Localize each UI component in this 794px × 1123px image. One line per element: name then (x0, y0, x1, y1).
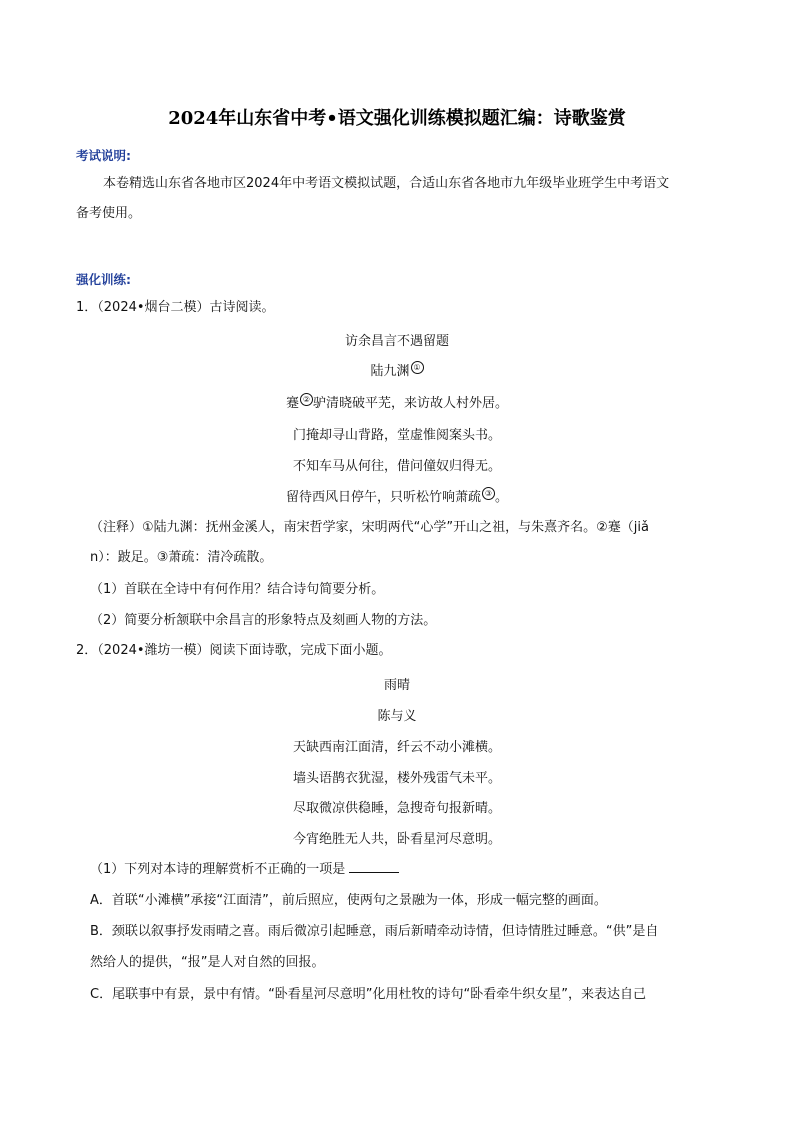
q1-sub1: （1）首联在全诗中有何作用？结合诗句简要分析。 (90, 582, 385, 597)
q1-sub2: （2）简要分析颔联中余昌言的形象特点及刻画人物的方法。 (90, 613, 437, 628)
exam-note-line1: 本卷精选山东省各地市区2024年中考语文模拟试题，合适山东省各地市九年级毕业班学生中考语文 (103, 176, 670, 191)
q2-header: 2．（2024•潍坊一模）阅读下面诗歌，完成下面小题。 (76, 643, 392, 658)
q2-option-b-line1: B．颈联以叙事抒发雨晴之喜。雨后微凉引起睡意，雨后新晴牵动诗情，但诗情胜过睡意。“供”是自 (90, 924, 659, 939)
q1-line4-start: 留待西风日停午，只听松竹响萧疏 (285, 490, 481, 505)
q1-line1-start: 蹇 (285, 396, 299, 411)
q2-poem-title: 雨晴 (383, 678, 410, 693)
page-title: 2024年山东省中考•语文强化训练模拟题汇编：诗歌鉴赏 (168, 108, 626, 129)
q1-poem-line4 (0, 486, 794, 505)
q2-poem-line1: 天缺西南江面清，纤云不动小滩横。 (292, 740, 501, 755)
footnote-mark-3: ③ (482, 487, 495, 500)
q1-poem-line3: 不知车马从何往，借问僮奴归得无。 (292, 459, 501, 474)
footnote-mark-2: ② (300, 393, 313, 406)
answer-blank (349, 860, 399, 873)
q2-option-a: A．首联“小滩横”承接“江面清”，前后照应，使两句之景融为一体，形成一幅完整的画面。 (90, 893, 607, 908)
training-heading: 强化训练: (76, 272, 131, 287)
q2-poem-line4: 今宵绝胜无人共，卧看星河尽意明。 (292, 832, 501, 847)
q2-sub1 (90, 860, 399, 880)
q1-line4-end: 。 (495, 490, 509, 505)
q2-author: 陈与义 (377, 709, 417, 724)
q1-author (0, 360, 794, 379)
q1-poem-line1 (0, 392, 794, 411)
q1-poem-line2: 门掩却寻山背路，堂虚惟阅案头书。 (292, 428, 501, 443)
q1-notes-line1: （注释）①陆九渊：抚州金溪人，南宋哲学家，宋明两代“心学”开山之祖，与朱熹齐名。②蹇（jiǎ (90, 520, 649, 535)
q1-author-name: 陆九渊 (370, 364, 410, 379)
q1-header: 1．（2024•烟台二模）古诗阅读。 (76, 300, 275, 315)
q1-line1-rest: 驴清晓破平芜，来访故人村外居。 (313, 396, 509, 411)
q1-notes-line2: n）：跛足。③萧疏：清冷疏散。 (90, 550, 273, 565)
exam-note-line2: 备考使用。 (76, 206, 142, 221)
q2-option-c-line1: C．尾联事中有景，景中有情。“卧看星河尽意明”化用杜牧的诗句“卧看牵牛织女星”，来表达自己 (90, 987, 647, 1002)
q2-sub1-text: （1）下列对本诗的理解赏析不正确的一项是 (90, 862, 346, 877)
q2-poem-line2: 墙头语鹊衣犹湿，楼外残雷气未平。 (292, 771, 501, 786)
exam-note-heading: 考试说明: (76, 148, 131, 163)
q2-option-b-line2: 然给人的提供，“报”是人对自然的回报。 (90, 955, 325, 970)
q2-poem-line3: 尽取微凉供稳睡，急搜奇句报新晴。 (292, 801, 501, 816)
q1-poem-title: 访余昌言不遇留题 (344, 334, 449, 349)
footnote-mark-1: ① (411, 361, 424, 374)
